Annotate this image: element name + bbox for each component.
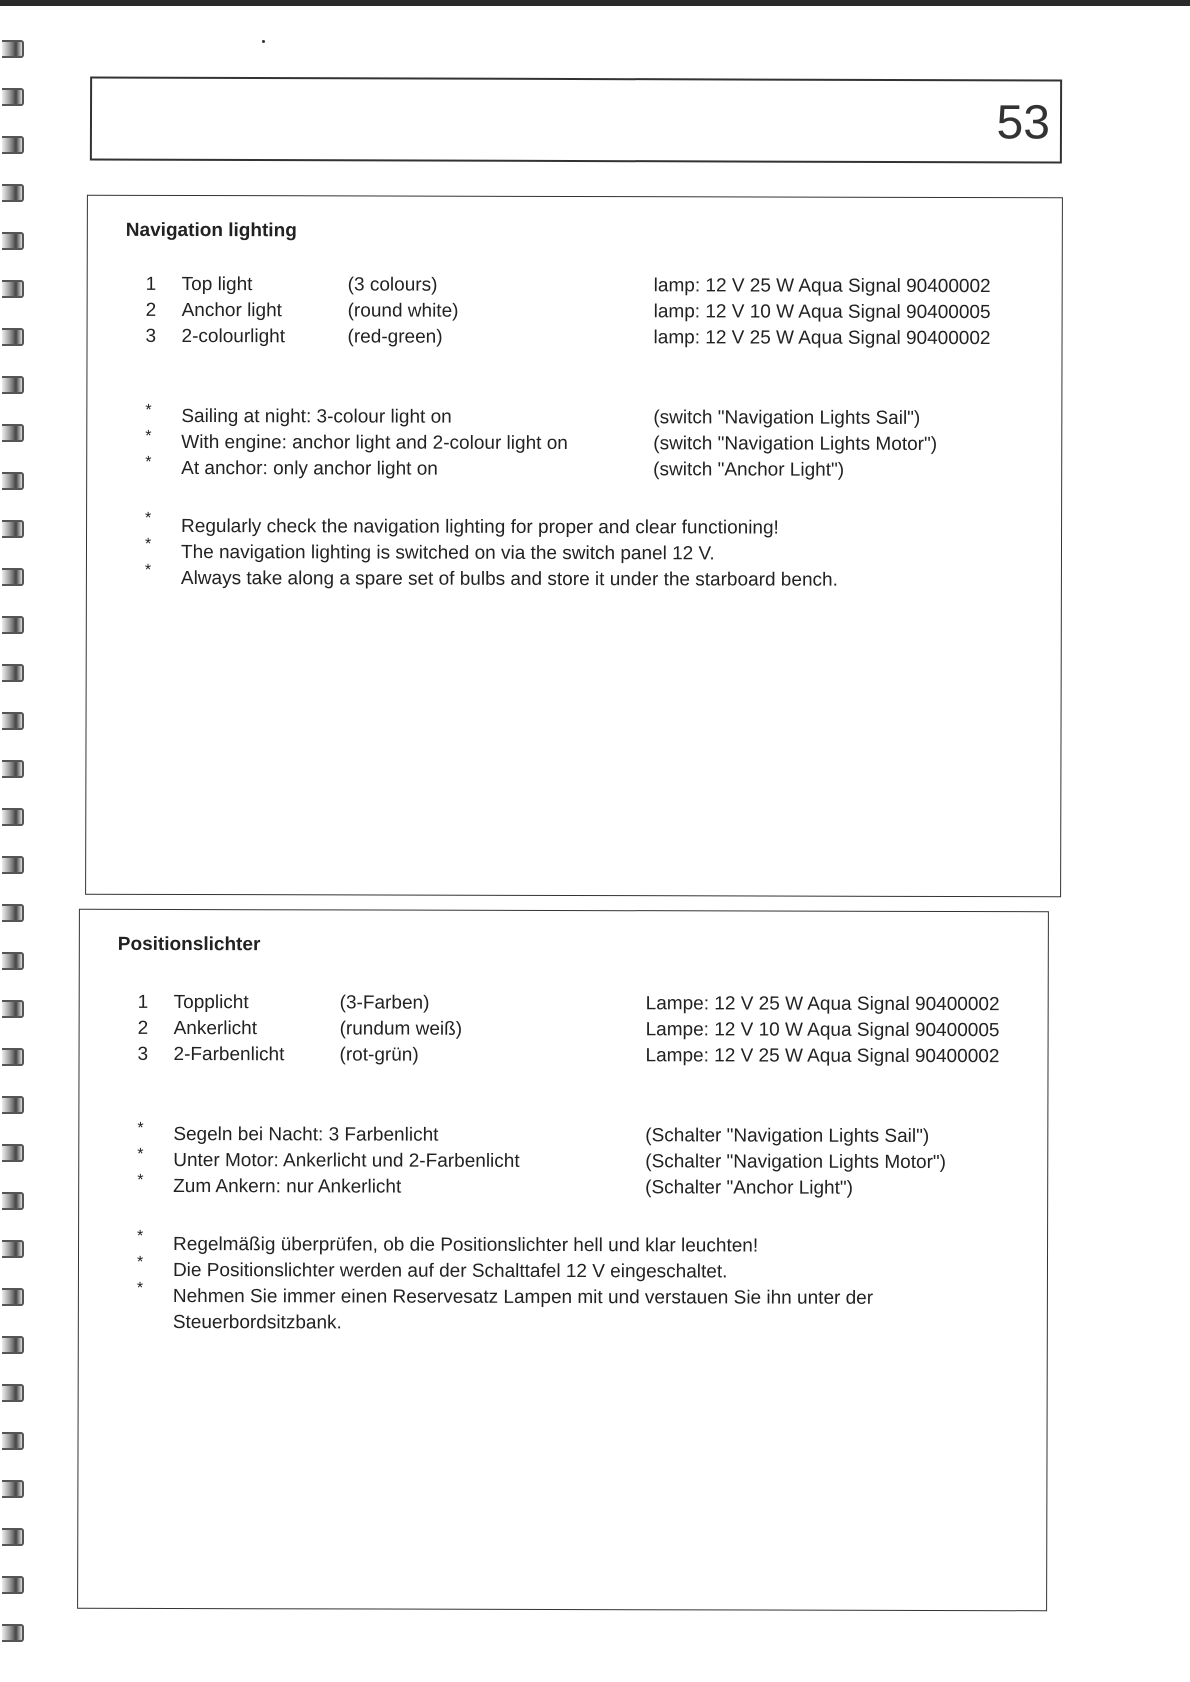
mode-text: Zum Ankern: nur Ankerlicht [173, 1175, 402, 1198]
binding-ring [2, 40, 24, 58]
lamp-number: 2 [145, 299, 157, 321]
tip-text: Die Positionslichter werden auf der Schalttafel 12 V eingeschaltet. [172, 1259, 728, 1283]
tip-text: The navigation lighting is switched on via the switch panel 12 V. [180, 541, 715, 565]
tip-text: Nehmen Sie immer einen Reservesatz Lampen mit und verstauen Sie ihn unter der Steuerbordsitzbank. [172, 1285, 874, 1334]
bullet-star: * [136, 1253, 144, 1271]
mode-switch: (switch "Navigation Lights Motor") [653, 433, 938, 455]
lamp-spec: Lampe: 12 V 10 W Aqua Signal 90400005 [645, 1019, 1000, 1042]
lamp-spec: lamp: 12 V 25 W Aqua Signal 90400002 [653, 327, 991, 350]
mode-text: Sailing at night: 3-colour light on [181, 405, 452, 428]
bullet-star: * [145, 509, 152, 527]
page-number: 53 [996, 96, 1051, 150]
binding-ring [2, 328, 24, 346]
mode-row [137, 1171, 1057, 1204]
tip-text: Regelmäßig überprüfen, ob die Positionslichter hell und klar leuchten! [173, 1233, 759, 1257]
mode-text: Segeln bei Nacht: 3 Farbenlicht [173, 1123, 439, 1146]
bullet-star: * [137, 1145, 144, 1163]
binding-ring [2, 424, 24, 442]
binding-ring [2, 1384, 24, 1402]
binding-ring [2, 1096, 24, 1114]
lamp-name: 2-Farbenlicht [173, 1043, 285, 1066]
binding-ring [2, 1432, 24, 1450]
bullet-star: * [136, 1279, 144, 1297]
binding-ring [2, 1000, 24, 1018]
lamp-row [137, 1044, 1057, 1072]
lamp-description: (3-Farben) [339, 992, 430, 1014]
binding-ring [2, 184, 24, 202]
lamp-number: 3 [137, 1043, 149, 1065]
lamp-number: 2 [137, 1017, 149, 1039]
binding-ring [2, 280, 24, 298]
binding-ring [2, 760, 24, 778]
binding-ring [2, 1336, 24, 1354]
mode-switch: (Schalter "Anchor Light") [645, 1177, 854, 1199]
mode-switch: (switch "Navigation Lights Sail") [653, 407, 921, 429]
bullet-star: * [145, 401, 152, 419]
binding-ring [2, 712, 24, 730]
binding-ring [2, 88, 24, 106]
lamp-spec: lamp: 12 V 10 W Aqua Signal 90400005 [653, 301, 991, 324]
bullet-star: * [137, 1227, 144, 1245]
lamp-row [138, 1018, 1058, 1046]
mode-text: With engine: anchor light and 2-colour light on [181, 431, 568, 454]
section-positionslichter [77, 909, 1049, 1612]
lamp-spec: lamp: 12 V 25 W Aqua Signal 90400002 [653, 275, 991, 298]
lamp-description: (3 colours) [347, 274, 438, 296]
lamp-name: 2-colourlight [181, 325, 286, 348]
lamp-number: 3 [145, 325, 157, 347]
bullet-star: * [137, 1171, 144, 1189]
mode-text: At anchor: only anchor light on [181, 457, 438, 480]
binding-ring [2, 136, 24, 154]
tip-text: Regularly check the navigation lighting for proper and clear functioning! [181, 515, 779, 539]
binding-ring [2, 376, 24, 394]
lamp-number: 1 [137, 991, 149, 1013]
section-navigation-lighting [85, 195, 1063, 898]
binding-ring [2, 568, 24, 586]
bullet-star: * [145, 453, 152, 471]
tip-row [137, 1227, 1037, 1257]
tip-text: Always take along a spare set of bulbs and store it under the starboard bench. [180, 567, 838, 591]
binding-ring [2, 1480, 24, 1498]
tip-row [145, 509, 1045, 539]
bullet-star: * [144, 561, 152, 579]
binding-ring [2, 1288, 24, 1306]
scan-top-edge [0, 0, 1190, 6]
section-title: Positionslichter [117, 933, 261, 956]
binding-ring [2, 1576, 24, 1594]
binding-ring [2, 1144, 24, 1162]
mode-row [145, 453, 1065, 486]
binding-ring [2, 856, 24, 874]
binding-ring [2, 1240, 24, 1258]
binding-ring [2, 472, 24, 490]
lamp-description: (rundum weiß) [339, 1018, 463, 1040]
binding-ring [2, 952, 24, 970]
mode-switch: (Schalter "Navigation Lights Motor") [645, 1151, 947, 1174]
mode-row [137, 1145, 1057, 1178]
binding-ring [2, 1528, 24, 1546]
bullet-star: * [145, 427, 152, 445]
lamp-number: 1 [145, 273, 157, 295]
bullet-star: * [137, 1119, 144, 1137]
scan-speck [262, 40, 265, 43]
lamp-row [146, 300, 1066, 328]
binding-ring [2, 808, 24, 826]
lamp-row [146, 326, 1066, 354]
mode-switch: (Schalter "Navigation Lights Sail") [645, 1125, 930, 1147]
mode-text: Unter Motor: Ankerlicht und 2-Farbenlicht [173, 1149, 520, 1172]
binding-ring [2, 664, 24, 682]
page-header-box [90, 76, 1062, 163]
binding-ring [2, 520, 24, 538]
binding-ring [2, 1624, 24, 1642]
binding-ring [2, 232, 24, 250]
bullet-star: * [144, 535, 152, 553]
lamp-name: Ankerlicht [173, 1017, 258, 1040]
mode-row [145, 427, 1065, 460]
lamp-spec: Lampe: 12 V 25 W Aqua Signal 90400002 [645, 1045, 1000, 1068]
spiral-binding [0, 30, 30, 1670]
lamp-description: (rot-grün) [339, 1044, 419, 1066]
lamp-name: Topplicht [173, 991, 249, 1014]
mode-row [145, 401, 1065, 434]
binding-ring [2, 1048, 24, 1066]
mode-switch: (switch "Anchor Light") [653, 459, 845, 481]
lamp-row [138, 992, 1058, 1020]
lamp-row [146, 274, 1066, 302]
section-title: Navigation lighting [125, 219, 297, 242]
mode-row [137, 1119, 1057, 1152]
lamp-name: Top light [181, 273, 253, 296]
binding-ring [2, 904, 24, 922]
lamp-description: (round white) [347, 300, 459, 322]
lamp-name: Anchor light [181, 299, 282, 322]
binding-ring [2, 616, 24, 634]
lamp-spec: Lampe: 12 V 25 W Aqua Signal 90400002 [645, 993, 1000, 1016]
binding-ring [2, 1192, 24, 1210]
lamp-description: (red-green) [347, 326, 443, 348]
